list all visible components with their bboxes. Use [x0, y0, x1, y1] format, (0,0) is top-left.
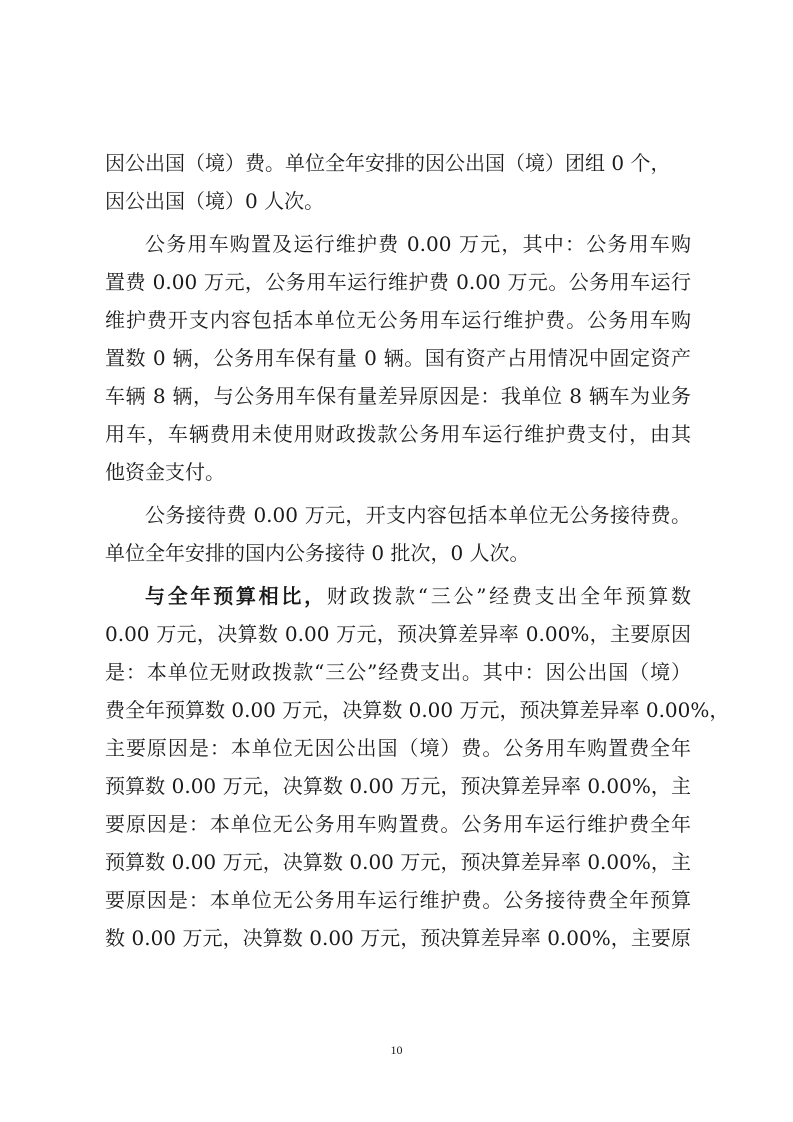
emphasis-heading: 与全年预算相比， — [145, 584, 327, 608]
paragraph-line: 用车，车辆费用未使用财政拨款公务用车运行维护费支付，由其 — [105, 422, 691, 446]
paragraph-line: 公务用车购置及运行维护费 0.00 万元，其中：公务用车购 — [145, 232, 691, 256]
paragraph-line — [145, 583, 691, 609]
paragraph-line: 要原因是：本单位无公务用车购置费。公务用车运行维护费全年 — [105, 812, 691, 836]
paragraph-line: 数 0.00 万元，决算数 0.00 万元，预决算差异率 0.00%，主要原 — [105, 926, 691, 950]
paragraph-line: 单位全年安排的国内公务接待 0 批次，0 人次。 — [105, 541, 530, 565]
paragraph-line: 费全年预算数 0.00 万元，决算数 0.00 万元，预决算差异率 0.00%， — [105, 698, 730, 722]
paragraph-line: 预算数 0.00 万元，决算数 0.00 万元，预决算差异率 0.00%，主 — [105, 850, 691, 874]
paragraph-line: 因公出国（境）费。单位全年安排的因公出国（境）团组 0 个， — [105, 151, 671, 175]
paragraph-line: 0.00 万元，决算数 0.00 万元，预决算差异率 0.00%，主要原因 — [105, 622, 691, 646]
page-number: 10 — [390, 1043, 403, 1057]
paragraph-line: 车辆 8 辆，与公务用车保有量差异原因是：我单位 8 辆车为业务 — [105, 384, 691, 408]
paragraph-line: 维护费开支内容包括本单位无公务用车运行维护费。公务用车购 — [105, 308, 691, 332]
paragraph-line: 要原因是：本单位无公务用车运行维护费。公务接待费全年预算 — [105, 888, 691, 912]
paragraph-line: 是：本单位无财政拨款“三公”经费支出。其中：因公出国（境） — [105, 660, 691, 684]
paragraph-line: 预算数 0.00 万元，决算数 0.00 万元，预决算差异率 0.00%，主 — [105, 774, 691, 798]
paragraph-line: 他资金支付。 — [105, 460, 225, 484]
paragraph-line: 因公出国（境）0 人次。 — [105, 189, 325, 213]
paragraph-line: 置数 0 辆，公务用车保有量 0 辆。国有资产占用情况中固定资产 — [105, 346, 691, 370]
paragraph-line: 主要原因是：本单位无因公出国（境）费。公务用车购置费全年 — [105, 736, 691, 760]
paragraph-line: 置费 0.00 万元，公务用车运行维护费 0.00 万元。公务用车运行 — [105, 270, 691, 294]
paragraph-line: 公务接待费 0.00 万元，开支内容包括本单位无公务接待费。 — [145, 503, 691, 527]
paragraph-text: 财政拨款“三公”经费支出全年预算数 — [326, 584, 692, 608]
